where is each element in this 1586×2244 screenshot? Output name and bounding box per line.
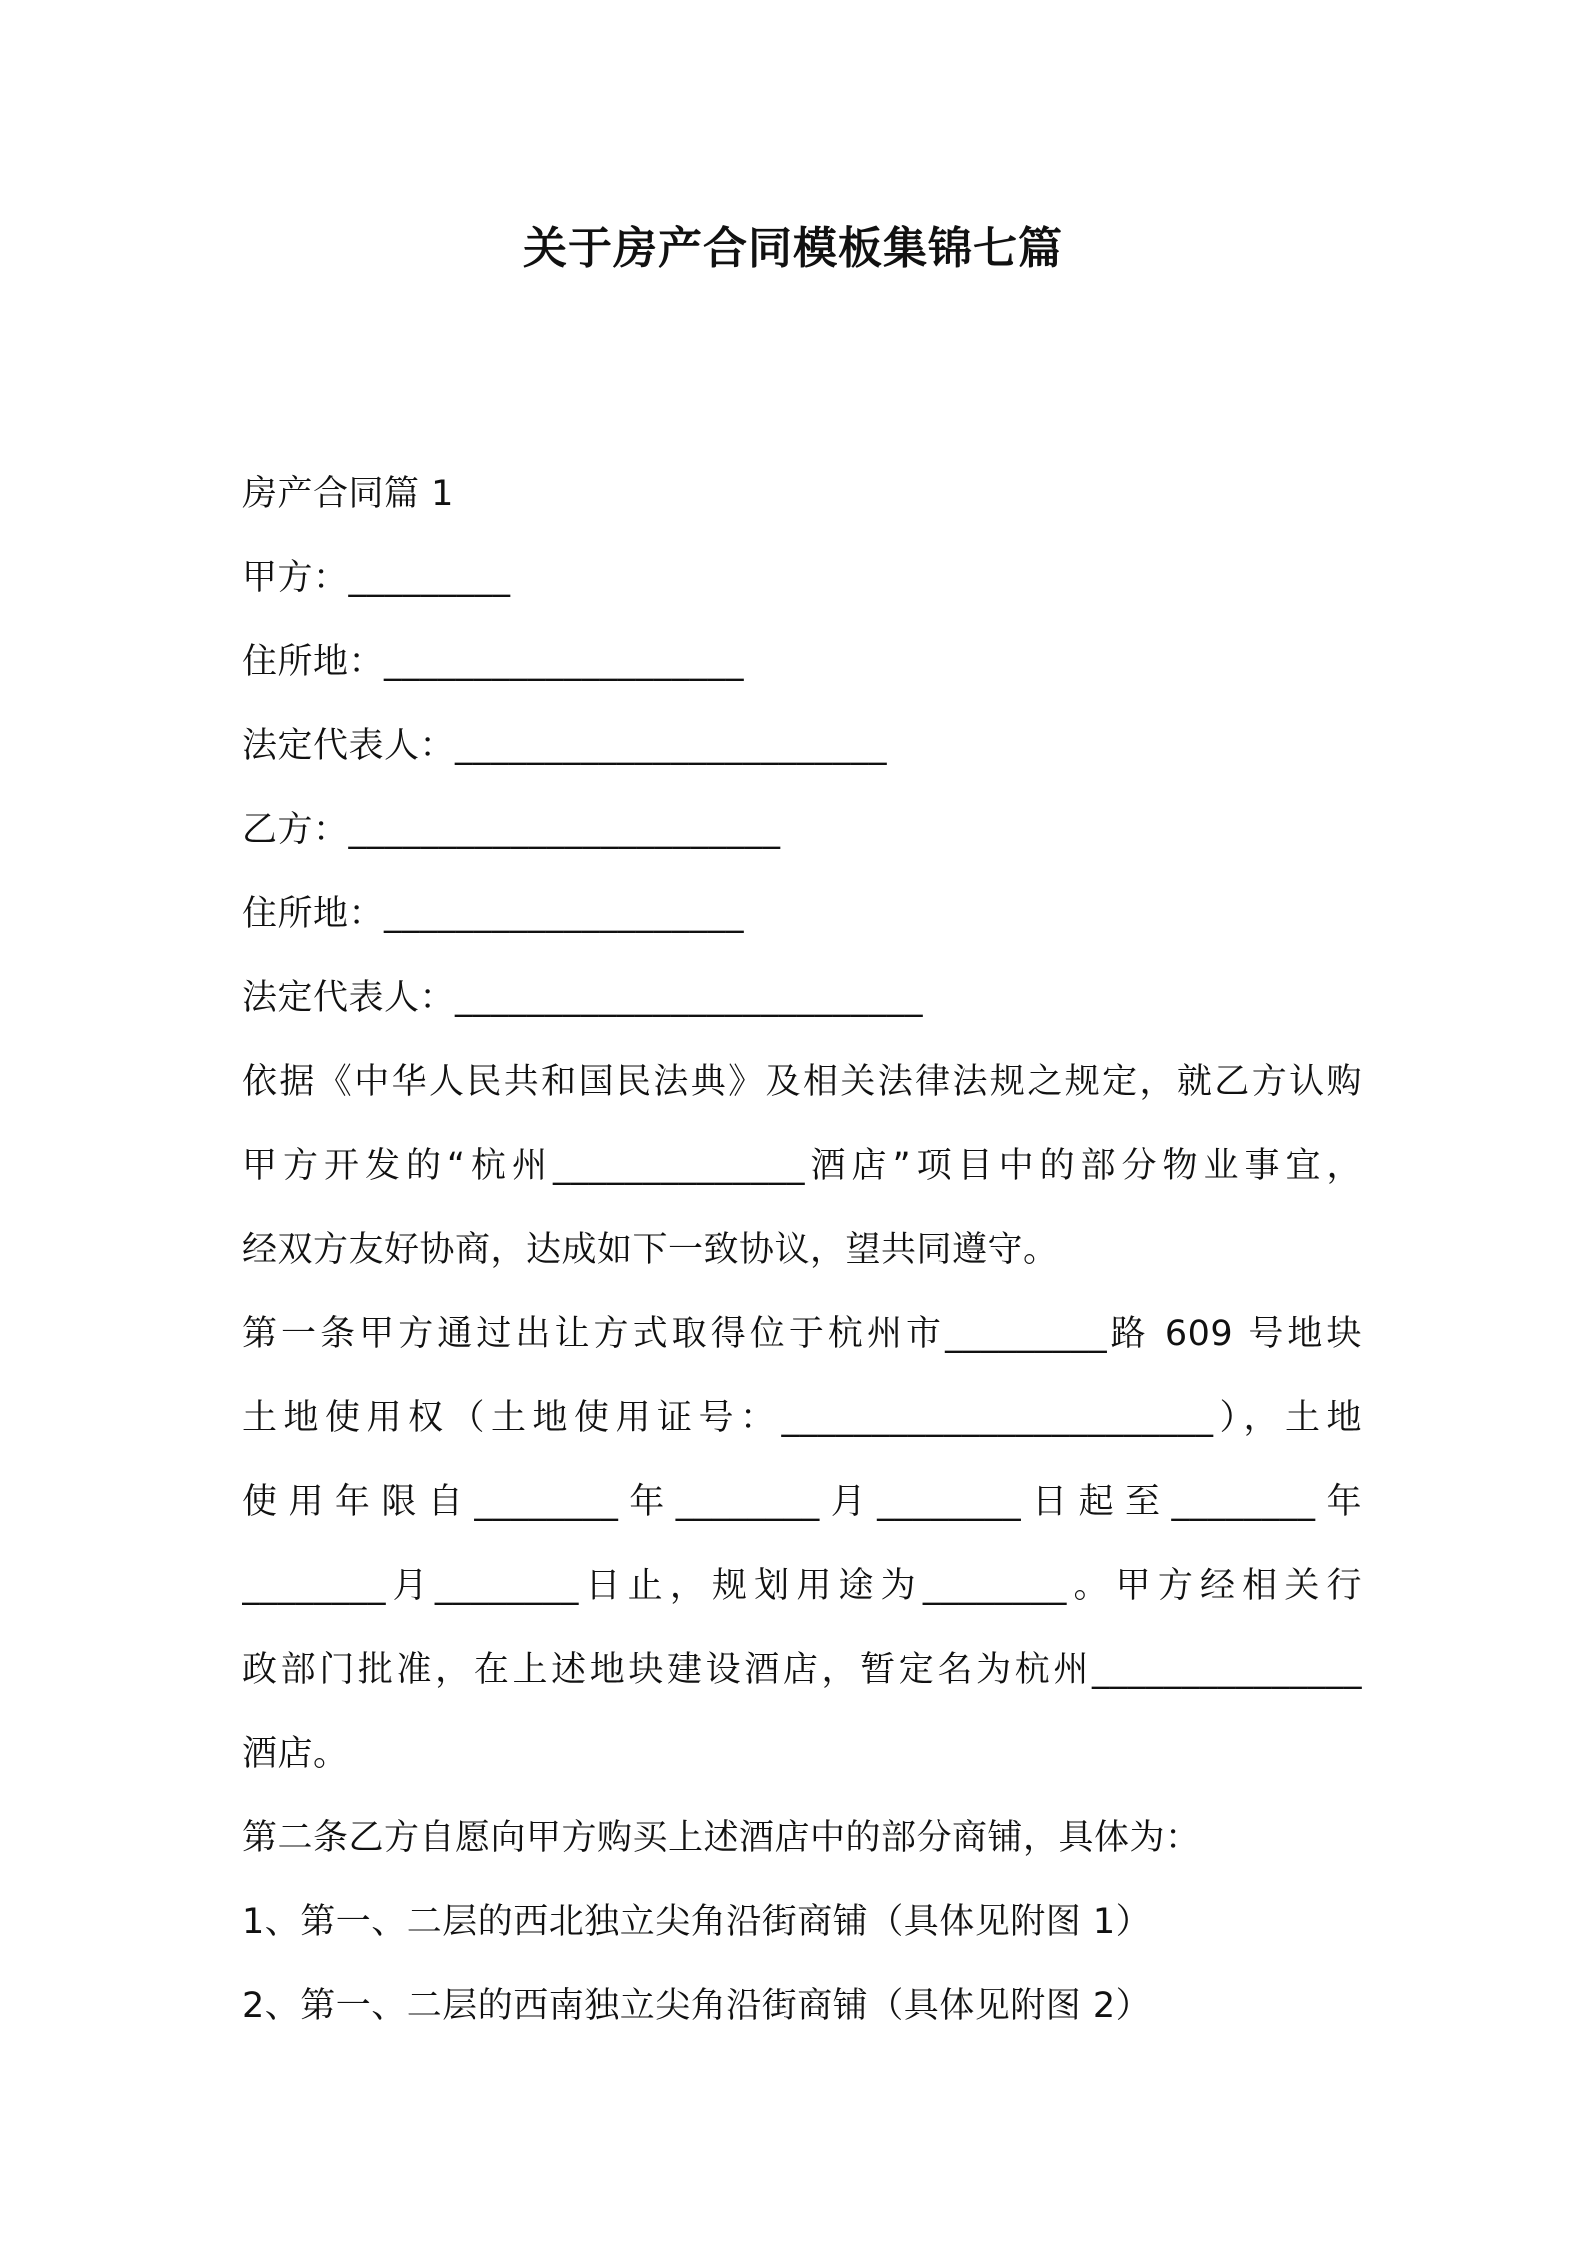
- article-1-line-3: 使用年限自________年________月________日起至________年: [242, 1482, 1362, 1522]
- preamble-line-3: 经双方友好协商，达成如下一致协议，望共同遵守。: [242, 1230, 1059, 1270]
- section-heading: 房产合同篇 1: [242, 474, 454, 514]
- party-b-address-field: 住所地：____________________: [242, 894, 745, 934]
- article-2-line-1: 第二条乙方自愿向甲方购买上述酒店中的部分商铺，具体为：: [242, 1818, 1201, 1858]
- article-1-line-5: 政部门批准，在上述地块建设酒店，暂定名为杭州_______________: [242, 1650, 1362, 1690]
- document-body: [242, 452, 1362, 2048]
- article-1-line-4: ________月________日止，规划用途为________。甲方经相关行: [242, 1566, 1362, 1606]
- article-1-line-6: 酒店。: [242, 1734, 349, 1774]
- party-a-field: 甲方：_________: [242, 558, 511, 598]
- party-b-field: 乙方：________________________: [242, 810, 781, 850]
- article-1-line-1: 第一条甲方通过出让方式取得位于杭州市_________路 609 号地块: [242, 1314, 1362, 1354]
- document-title: 关于房产合同模板集锦七篇: [523, 223, 1063, 274]
- party-a-address-field: 住所地：____________________: [242, 642, 745, 682]
- party-a-representative-field: 法定代表人：________________________: [242, 726, 888, 766]
- preamble-line-2: 甲方开发的“杭州______________酒店”项目中的部分物业事宜，: [242, 1146, 1362, 1186]
- preamble-line-1: 依据《中华人民共和国民法典》及相关法律法规之规定，就乙方认购: [242, 1062, 1362, 1102]
- article-2-item-2: 2、第一、二层的西南独立尖角沿街商铺（具体见附图 2）: [242, 1986, 1152, 2026]
- article-2-item-1: 1、第一、二层的西北独立尖角沿街商铺（具体见附图 1）: [242, 1902, 1152, 1942]
- party-b-representative-field: 法定代表人：__________________________: [242, 978, 924, 1018]
- article-1-line-2: 土地使用权（土地使用证号：________________________），土地: [242, 1398, 1362, 1438]
